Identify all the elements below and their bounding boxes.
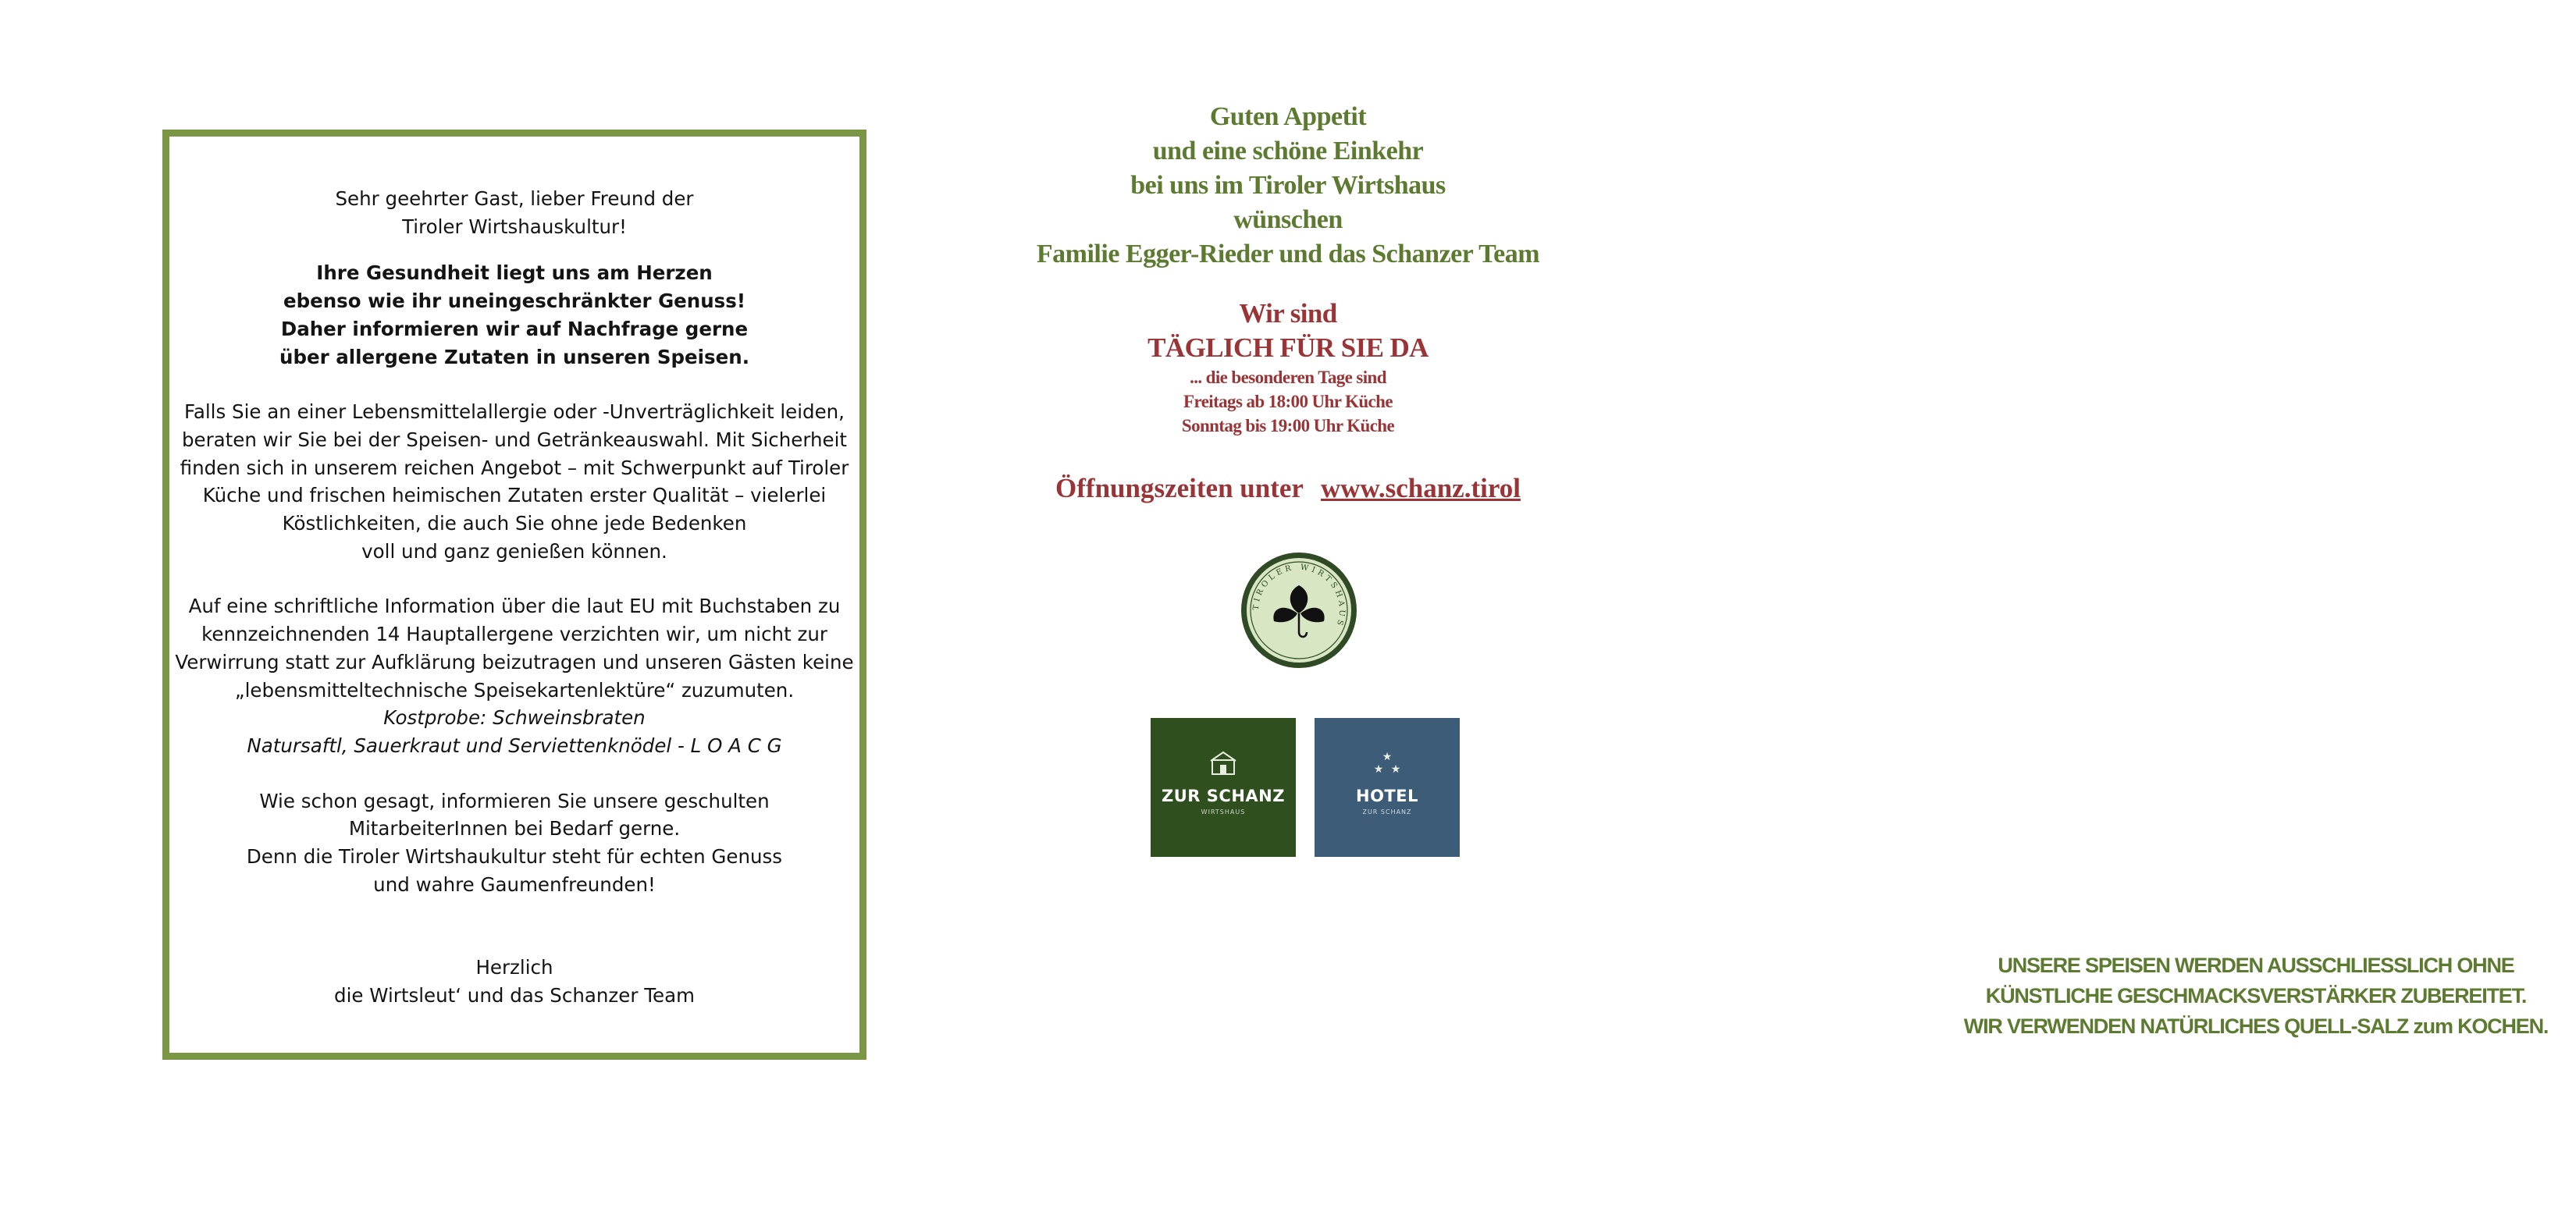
letter-line: Tiroler Wirtshauskultur! <box>402 215 627 238</box>
letter-line: „lebensmitteltechnische Speisekartenlektüre“ zuzumuten. <box>234 678 795 702</box>
zur-schanz-logo <box>1151 718 1296 857</box>
open-days-headline: TÄGLICH FÜR SIE DA <box>1147 332 1429 363</box>
letter-line: voll und ganz genießen können. <box>361 539 667 563</box>
greeting-wish <box>968 100 1608 272</box>
letter-line: finden sich in unserem reichen Angebot – mit Schwerpunkt auf Tiroler <box>180 456 849 479</box>
wish-line: bei uns im Tiroler Wirtshaus <box>1130 171 1446 200</box>
letter-line: ebenso wie ihr uneingeschränkter Genuss! <box>283 290 746 313</box>
open-days <box>968 297 1608 438</box>
salt-notice <box>1936 951 2576 1042</box>
wish-line: und eine schöne Einkehr <box>1152 137 1424 165</box>
svg-text:★: ★ <box>1390 763 1401 776</box>
wish-line: Guten Appetit <box>1209 102 1367 131</box>
letter-line: Daher informieren wir auf Nachfrage gerne <box>280 317 749 340</box>
letter-line: Verwirrung statt zur Aufklärung beizutragen und unseren Gästen keine <box>175 650 854 673</box>
zur-schanz-sub: WIRTSHAUS <box>1201 808 1246 816</box>
opening-hours <box>968 471 1608 506</box>
letter-line: über allergene Zutaten in unseren Speisen. <box>279 345 749 368</box>
allergen-letter <box>169 185 859 1010</box>
open-days-friday: Freitags ab 18:00 Uhr Küche <box>1183 392 1393 411</box>
letter-closing-paragraph <box>169 787 859 899</box>
opening-hours-label: Öffnungszeiten unter <box>1055 473 1304 503</box>
svg-text:★: ★ <box>1373 763 1384 776</box>
open-days-line: Wir sind <box>1239 298 1337 329</box>
letter-line: beraten wir Sie bei der Speisen- und Getränkeauswahl. Mit Sicherheit <box>181 428 848 451</box>
website-link[interactable]: www.schanz.tirol <box>1320 473 1521 503</box>
letter-allergy-paragraph <box>169 398 859 565</box>
letter-line: MitarbeiterInnen bei Bedarf gerne. <box>348 817 681 840</box>
letter-sample-line: Natursaftl, Sauerkraut und Serviettenknödel - L O A C G <box>247 734 782 757</box>
letter-line: Falls Sie an einer Lebensmittelallergie oder -Unverträglichkeit leiden, <box>184 400 845 424</box>
letter-line: die Wirtsleut‘ und das Schanzer Team <box>334 984 695 1007</box>
letter-line: kennzeichnenden 14 Hauptallergene verzichten wir, um nicht zur <box>201 623 827 646</box>
letter-line: und wahre Gaumenfreunden! <box>373 872 656 896</box>
letter-line: Ihre Gesundheit liegt uns am Herzen <box>316 261 713 285</box>
letter-info-paragraph <box>169 592 859 759</box>
svg-text:TIROLER WIRTSHAUS: TIROLER WIRTSHAUS <box>1251 563 1347 630</box>
letter-line: Sehr geehrter Gast, lieber Freund der <box>335 187 694 210</box>
letter-line: Auf eine schriftliche Information über die laut EU mit Buchstaben zu <box>188 595 841 618</box>
hotel-logo <box>1315 718 1460 857</box>
stars-icon <box>1372 749 1403 777</box>
letter-line: Köstlichkeiten, die auch Sie ohne jede Bedenken <box>282 512 747 535</box>
hotel-name: HOTEL <box>1356 787 1418 805</box>
letter-signature <box>169 954 859 1009</box>
allergen-letter-frame <box>162 130 866 1060</box>
notice-line: KÜNSTLICHE GESCHMACKSVERSTÄRKER ZUBEREITET. <box>1985 984 2527 1007</box>
building-icon <box>1208 749 1239 777</box>
tiroler-wirtshaus-seal-logo <box>1240 551 1358 670</box>
hotel-sub: ZUR SCHANZ <box>1362 808 1412 816</box>
wish-line: wünschen <box>1233 205 1343 234</box>
letter-line: Küche und frischen heimischen Zutaten erster Qualität – vielerlei <box>202 484 827 507</box>
svg-text:★: ★ <box>1382 751 1393 763</box>
notice-line: WIR VERWENDEN NATÜRLICHES QUELL-SALZ zum KOCHEN. <box>1963 1015 2549 1038</box>
letter-health-statement <box>169 259 859 371</box>
letter-line: Wie schon gesagt, informieren Sie unsere geschulten <box>259 789 770 812</box>
notice-line: UNSERE SPEISEN WERDEN AUSSCHLIESSLICH OHNE <box>1998 954 2514 977</box>
letter-line: Denn die Tiroler Wirtshaukultur steht für echten Genuss <box>246 845 783 869</box>
letter-greeting <box>169 185 859 240</box>
open-days-sunday: Sonntag bis 19:00 Uhr Küche <box>1181 416 1395 435</box>
seal-icon <box>1240 551 1358 670</box>
zur-schanz-name: ZUR SCHANZ <box>1162 787 1285 805</box>
wish-line: Familie Egger-Rieder und das Schanzer Team <box>1036 240 1540 268</box>
letter-line: Herzlich <box>475 956 553 979</box>
open-days-note: ... die besonderen Tage sind <box>1190 368 1386 387</box>
letter-sample-line: Kostprobe: Schweinsbraten <box>383 706 646 730</box>
